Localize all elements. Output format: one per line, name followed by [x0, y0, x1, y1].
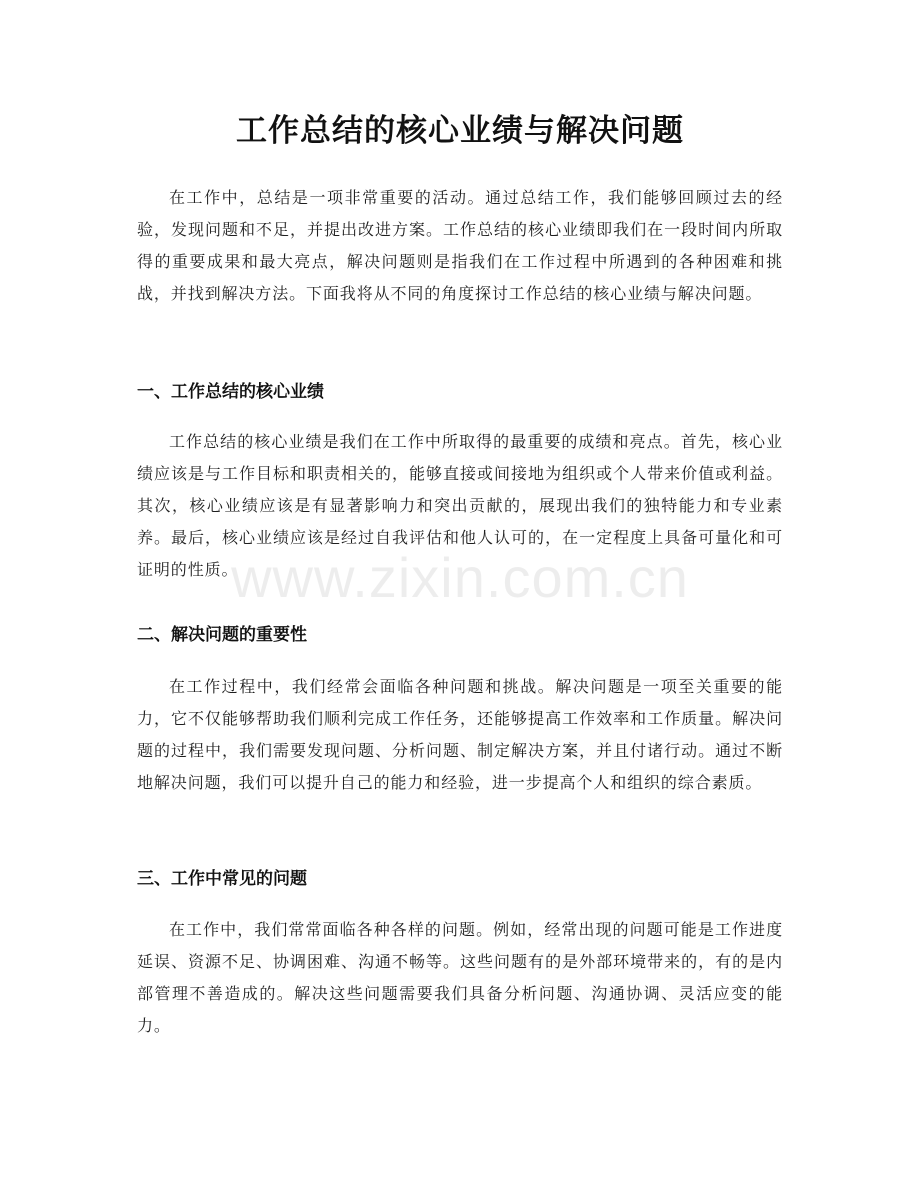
section-3-paragraph: 在工作中，我们常常面临各种各样的问题。例如，经常出现的问题可能是工作进度延误、资源不足、协调困难、沟通不畅等。这些问题有的是外部环境带来的，有的是内部管理不善造成的。解决这些问题需要我们具备分析问题、沟通协调、灵活应变的能力。	[137, 920, 783, 1035]
section-2-heading: 二、解决问题的重要性	[137, 625, 307, 645]
section-1-paragraph: 工作总结的核心业绩是我们在工作中所取得的最重要的成绩和亮点。首先，核心业绩应该是与工作目标和职责相关的，能够直接或间接地为组织或个人带来价值或利益。其次，核心业绩应该是有显著影响力和突出贡献的，展现出我们的独特能力和专业素养。最后，核心业绩应该是经过自我评估和他人认可的，在一定程度上具备可量化和可证明的性质。	[137, 432, 783, 579]
section-3-heading: 三、工作中常见的问题	[137, 869, 307, 889]
section-1-heading: 一、工作总结的核心业绩	[137, 382, 324, 402]
document-title: 工作总结的核心业绩与解决问题	[236, 113, 684, 149]
intro-paragraph: 在工作中，总结是一项非常重要的活动。通过总结工作，我们能够回顾过去的经验，发现问题和不足，并提出改进方案。工作总结的核心业绩即我们在一段时间内所取得的重要成果和最大亮点，解决问题则是指我们在工作过程中所遇到的各种困难和挑战，并找到解决方法。下面我将从不同的角度探讨工作总结的核心业绩与解决问题。	[137, 188, 783, 303]
watermark: www.zixin.com.cn	[231, 546, 689, 609]
section-2-paragraph: 在工作过程中，我们经常会面临各种问题和挑战。解决问题是一项至关重要的能力，它不仅能够帮助我们顺利完成工作任务，还能够提高工作效率和工作质量。解决问题的过程中，我们需要发现问题、分析问题、制定解决方案，并且付诸行动。通过不断地解决问题，我们可以提升自己的能力和经验，进一步提高个人和组织的综合素质。	[137, 677, 783, 792]
